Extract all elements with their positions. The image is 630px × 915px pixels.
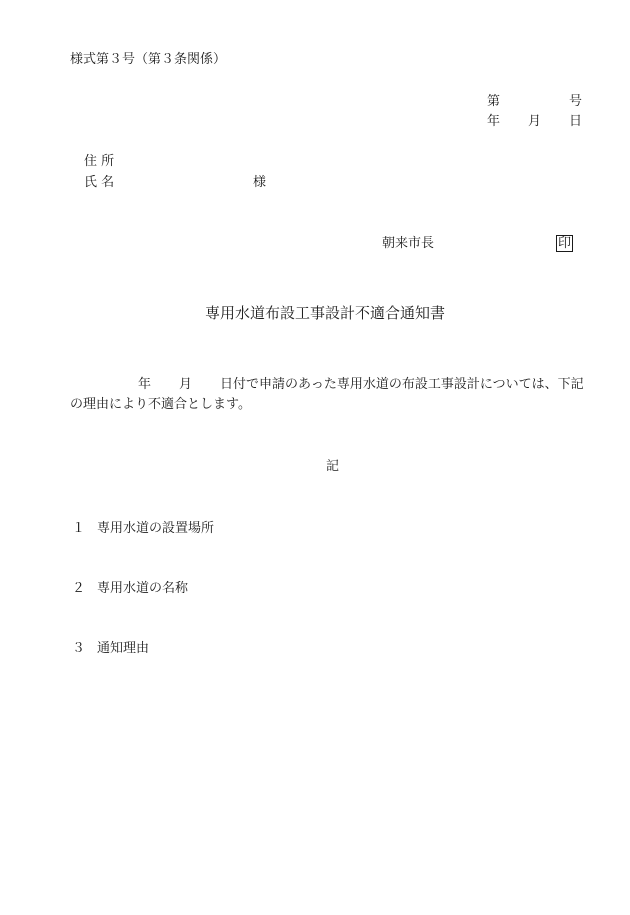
item-label: 専用水道の名称 xyxy=(97,581,189,596)
name-label: 氏 名 xyxy=(84,175,115,190)
ki-heading: 記 xyxy=(326,459,340,474)
issuer-title: 朝来市長 xyxy=(382,236,435,251)
body-year: 年 xyxy=(138,377,152,392)
date-year: 年 xyxy=(487,114,501,129)
honorific: 様 xyxy=(253,175,267,190)
body-text-line1: 日付で申請のあった専用水道の布設工事設計については、下記 xyxy=(220,377,584,392)
body-text-line2: の理由により不適合とします。 xyxy=(70,397,251,412)
date-month: 月 xyxy=(528,114,542,129)
seal-mark: 印 xyxy=(558,236,572,251)
item-number: ３ xyxy=(72,641,86,656)
doc-number-prefix: 第 xyxy=(487,94,501,109)
item-label: 通知理由 xyxy=(97,641,150,656)
doc-number-suffix: 号 xyxy=(569,94,583,109)
item-label: 専用水道の設置場所 xyxy=(97,521,215,536)
form-number: 様式第３号（第３条関係） xyxy=(70,52,227,67)
body-month: 月 xyxy=(179,377,193,392)
address-label: 住 所 xyxy=(84,154,115,169)
item-number: １ xyxy=(72,521,86,536)
item-number: ２ xyxy=(72,581,86,596)
date-day: 日 xyxy=(569,114,583,129)
document-title: 専用水道布設工事設計不適合通知書 xyxy=(205,304,446,322)
